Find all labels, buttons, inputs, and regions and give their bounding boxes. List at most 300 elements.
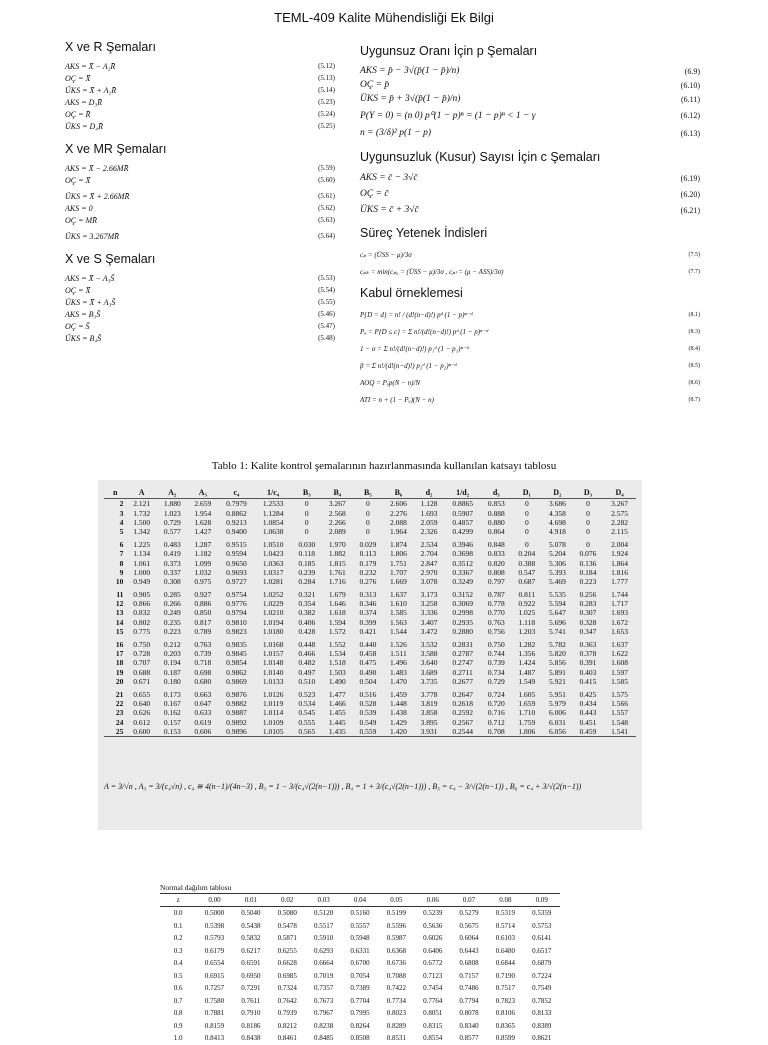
table-cell: 0.750 [487, 639, 505, 649]
table-row [160, 1020, 560, 1033]
table-cell: 0.3367 [452, 567, 473, 577]
table-cell: 0.7324 [277, 984, 297, 993]
table-cell: 0 [366, 499, 370, 509]
table-cell: 1.707 [390, 567, 407, 577]
equation-number: (8.5) [688, 362, 700, 369]
row-label: 4 [119, 517, 124, 527]
table-cell: 4.698 [548, 517, 566, 527]
row-label: 18 [115, 658, 124, 668]
row-label: 0.1 [173, 921, 183, 930]
table-cell: 1.0510 [262, 539, 284, 549]
table-cell: 3.686 [548, 499, 566, 509]
row-label: 16 [115, 639, 124, 649]
table-cell: 0.3152 [452, 589, 473, 599]
formula-row [360, 78, 700, 92]
table-cell: 2.059 [420, 517, 438, 527]
table-cell: 0.750 [133, 639, 151, 649]
equation-number: (7.7) [688, 268, 700, 275]
table-cell: 0.434 [579, 699, 597, 708]
table-cell: 0.808 [487, 567, 505, 577]
table-cell: 0.9776 [226, 599, 247, 609]
table-cell: 0.7123 [423, 971, 443, 980]
table-cell: 0.850 [194, 608, 212, 618]
table-cell: 0.374 [359, 608, 377, 618]
section-title: X ve S Şemaları [65, 252, 156, 266]
row-label: 0.8 [173, 1009, 183, 1018]
table-cell: 2.088 [390, 517, 407, 527]
table-cell: 3.472 [420, 627, 438, 637]
table-cell: 1.0194 [262, 617, 284, 627]
table-row [104, 608, 636, 617]
table-cell: 0.337 [163, 567, 181, 577]
column-header: 0.05 [378, 894, 414, 907]
table-cell: 0.8186 [241, 1021, 261, 1030]
formula-section [65, 252, 335, 344]
table-cell: 0.8238 [313, 1021, 334, 1030]
table-cell: 0.5907 [452, 508, 473, 518]
table-cell: 0.510 [298, 677, 316, 687]
table-cell: 0.212 [163, 639, 181, 649]
table-cell: 0.8438 [241, 1034, 261, 1043]
formula: OÇ = R̄ [65, 109, 91, 119]
table-row [104, 677, 636, 686]
table-cell: 0.203 [163, 649, 181, 659]
formula-row [65, 202, 335, 214]
formula-row [360, 323, 700, 340]
table-cell: 1.459 [390, 689, 407, 699]
table-cell: 3.258 [420, 599, 438, 609]
table-cell: 0.9650 [226, 558, 247, 568]
row-label: 19 [115, 667, 124, 677]
table-cell: 1.000 [133, 567, 151, 577]
table-cell: 0.8365 [495, 1021, 516, 1030]
table-cell: 0.6480 [495, 946, 516, 955]
row-label: 10 [115, 577, 124, 587]
table-cell: 0.276 [359, 577, 377, 587]
table-cell: 0.7088 [386, 971, 406, 980]
table-cell: 0.7673 [313, 996, 334, 1005]
table-cell: 0.763 [487, 617, 505, 627]
table-cell: 3.735 [420, 677, 438, 687]
table-cell: 1.511 [390, 649, 407, 659]
table-row [160, 970, 560, 983]
table-cell: 3.336 [420, 608, 438, 618]
table-cell: 3.640 [420, 658, 438, 668]
column-header: c₄ [218, 486, 255, 499]
table-cell: 1.618 [328, 608, 346, 618]
table-cell: 1.0363 [262, 558, 284, 568]
table-row [160, 945, 560, 958]
table-row [160, 920, 560, 933]
equation-number: (5.53) [318, 274, 335, 282]
formula-row [65, 174, 335, 186]
table-cell: 1.880 [163, 499, 181, 509]
table-cell: 0.8461 [277, 1034, 297, 1043]
table-cell: 2.970 [420, 567, 438, 577]
table-cell: 3.931 [414, 727, 445, 737]
table-cell: 1.282 [518, 639, 536, 649]
table-row [104, 649, 636, 658]
right-formula-column [360, 44, 700, 408]
table-cell: 1.503 [328, 667, 346, 677]
table-cell: 0.458 [359, 649, 377, 659]
equation-number: (5.47) [318, 322, 335, 330]
formula: ÜKS = X̄ + 2.66MR̄ [65, 191, 130, 201]
table-cell: 1.099 [194, 558, 212, 568]
formula-row [65, 60, 335, 72]
table-cell: 1.424 [518, 658, 536, 668]
table-cell: 1.534 [328, 649, 346, 659]
formula-row [65, 272, 335, 284]
table-cell: 0 [586, 508, 590, 518]
column-header: n [104, 486, 126, 499]
table-cell: 0.6517 [532, 946, 552, 955]
table-cell: 1.438 [390, 708, 407, 718]
formula-row [65, 84, 335, 96]
equation-number: (5.14) [318, 86, 335, 94]
formula-row [65, 296, 335, 308]
table-cell: 0.399 [359, 617, 377, 627]
table-cell: 1.0148 [262, 658, 284, 668]
equation-number: (5.54) [318, 286, 335, 294]
table-cell: 0.9515 [226, 539, 247, 549]
table-cell: 0.482 [298, 658, 316, 668]
column-header: B₃ [291, 486, 322, 499]
equation-number: (5.61) [318, 192, 335, 200]
table-cell: 0.153 [157, 727, 188, 737]
table-cell: 2.276 [390, 508, 407, 518]
column-header: 0.00 [196, 894, 232, 907]
table-cell: 1.964 [390, 527, 407, 537]
table-cell: 1.023 [163, 508, 181, 518]
equation-number: (5.13) [318, 74, 335, 82]
table-cell: 0 [366, 508, 370, 518]
table-cell: 0.949 [133, 577, 151, 587]
table-cell: 0.9213 [226, 517, 247, 527]
table-cell: 0.528 [359, 699, 377, 708]
formula-row [65, 190, 335, 202]
table-cell: 0.8289 [386, 1021, 406, 1030]
table-row [104, 727, 636, 737]
table-cell: 0.204 [518, 549, 536, 559]
table-cell: 0.8106 [495, 1009, 516, 1018]
table-cell: 0.421 [359, 627, 377, 637]
table-cell: 1.0210 [262, 608, 284, 618]
table-cell: 0.113 [359, 549, 377, 559]
table-cell: 0.8389 [532, 1021, 552, 1030]
table-cell: 0.626 [133, 708, 151, 718]
formula-row [360, 124, 700, 142]
row-label: 8 [119, 558, 124, 568]
table-cell: 0.2998 [452, 608, 473, 618]
formula: P(Y = 0) = (n 0) p⁰(1 − p)ⁿ = (1 − p)ⁿ < 1 − γ [360, 110, 536, 121]
table-cell: 0.5478 [277, 921, 297, 930]
table-cell: 0.7454 [423, 984, 443, 993]
table-cell: 0.8133 [532, 1009, 552, 1018]
table-cell: 1.716 [328, 577, 346, 587]
table-cell: 5.647 [548, 608, 566, 618]
table-cell: 0.5120 [313, 909, 334, 918]
table-cell: 0.600 [126, 727, 157, 737]
table-cell: 6.056 [542, 727, 573, 737]
table-cell: 1.0114 [262, 708, 284, 718]
table-cell: 1.572 [328, 627, 346, 637]
table-cell: 0.7157 [459, 971, 479, 980]
table-cell: 5.979 [548, 699, 566, 708]
table-cell: 5.204 [548, 549, 566, 559]
table-cell: 1.0157 [262, 649, 284, 659]
table-cell: 1.710 [518, 708, 536, 718]
table-cell: 0.817 [194, 617, 212, 627]
formula-row [360, 374, 700, 391]
table-cell: 0.7422 [386, 984, 406, 993]
table-cell: 1.637 [611, 639, 629, 649]
table-cell: 0.6368 [386, 946, 406, 955]
formula-row [65, 230, 335, 242]
table-cell: 0.687 [518, 577, 536, 587]
table-cell: 0.382 [298, 608, 316, 618]
table-row [104, 658, 636, 667]
table-cell: 0.7979 [226, 499, 247, 509]
table-cell: 0.778 [487, 599, 505, 609]
table-cell: 0.7357 [313, 984, 334, 993]
formula: AKS = D₃R̄ [65, 97, 103, 107]
row-label: 22 [115, 699, 124, 708]
table-cell: 0.3512 [452, 558, 473, 568]
normal-table-caption: Normal dağılım tablosu [160, 883, 232, 892]
equation-number: (6.11) [680, 94, 700, 104]
table-cell: 1.693 [420, 508, 438, 518]
table-cell: 0.5279 [459, 909, 479, 918]
table-cell: 0.633 [194, 708, 212, 718]
equation-number: (5.62) [318, 204, 335, 212]
left-formula-column [65, 40, 335, 344]
table-cell: 0.6443 [459, 946, 479, 955]
row-label: 0.7 [173, 996, 183, 1005]
row-label: 5 [119, 527, 124, 537]
table-cell: 1.1284 [262, 508, 284, 518]
formula: OÇ = p̄ [360, 80, 390, 90]
equation-number: (7.5) [688, 251, 700, 258]
table-cell: 0.886 [194, 599, 212, 609]
formula: AOQ = Pₐp(N − n)/N [360, 378, 421, 387]
section-title: Kabul örneklemesi [360, 286, 463, 300]
table-cell: 0.443 [579, 708, 597, 718]
table-cell: 1.118 [518, 617, 536, 627]
table-cell: 0.4857 [452, 517, 473, 527]
table-cell: 0.2747 [452, 658, 473, 668]
table-cell: 0.7389 [350, 984, 370, 993]
table-cell: 1.864 [611, 558, 629, 568]
row-label: 14 [115, 617, 124, 627]
table-cell: 0.6736 [386, 959, 406, 968]
table-cell: 1.653 [611, 627, 629, 637]
table-cell: 0.7019 [313, 971, 334, 980]
table-cell: 0.7910 [241, 1009, 261, 1018]
table-cell: 0.7291 [241, 984, 261, 993]
table-cell: 3.588 [420, 649, 438, 659]
equation-number: (5.63) [318, 216, 335, 224]
table-cell: 0.8508 [350, 1034, 370, 1043]
table-cell: 1.0140 [262, 667, 284, 677]
table-cell: 0 [524, 527, 529, 537]
formula-row [360, 202, 700, 218]
table-cell: 0.6255 [277, 946, 297, 955]
table-cell: 0.8264 [350, 1021, 370, 1030]
table-cell: 0.5040 [241, 909, 261, 918]
table-cell: 0.671 [133, 677, 151, 687]
table-cell: 1.566 [611, 699, 629, 708]
table-cell: 0.7764 [423, 996, 443, 1005]
table-cell: 0.5080 [277, 909, 297, 918]
table-cell: 0.7939 [277, 1009, 297, 1018]
formula: n = (3/δ)² p(1 − p) [360, 128, 432, 138]
table-cell: 0.157 [163, 717, 181, 727]
table-cell: 0.729 [163, 517, 181, 527]
table-row [104, 499, 636, 509]
table-cell: 0.5000 [204, 909, 225, 918]
table-cell: 0.797 [487, 577, 505, 587]
formula-row [360, 170, 700, 186]
table-cell: 0.5557 [350, 921, 370, 930]
table-cell: 1.0423 [262, 549, 284, 559]
table-cell: 0 [366, 527, 370, 537]
table-cell: 0.406 [298, 617, 316, 627]
table-cell: 0.419 [163, 549, 181, 559]
table-cell: 0.833 [487, 549, 505, 559]
table-cell: 0.2711 [452, 667, 473, 677]
table-cell: 0.612 [133, 717, 151, 727]
table-row [104, 558, 636, 567]
table-row [104, 699, 636, 708]
table-cell: 0.354 [298, 599, 316, 609]
table-cell: 0.975 [194, 577, 212, 587]
table-cell: 0.6331 [350, 946, 370, 955]
table-cell: 1.882 [328, 549, 346, 559]
table-cell: 1.541 [603, 727, 636, 737]
table-cell: 0.8315 [423, 1021, 443, 1030]
table-cell: 0.555 [298, 717, 316, 727]
table-cell: 0.180 [163, 677, 181, 687]
table-cell: 0.9854 [226, 658, 247, 668]
table-cell: 0.285 [163, 589, 181, 599]
table-cell: 0.547 [518, 567, 536, 577]
table-cell: 1.496 [390, 658, 407, 668]
table-cell: 0.497 [298, 667, 316, 677]
formula-row [360, 246, 700, 263]
table-cell: 1.466 [328, 699, 346, 708]
formula: OÇ = X̄̄ [65, 73, 91, 83]
table-cell: 0.8051 [423, 1009, 443, 1018]
factor-table [104, 486, 636, 737]
table-cell: 0.239 [298, 567, 316, 577]
table-cell: 1.0252 [262, 589, 284, 599]
table-cell: 0.8212 [277, 1021, 297, 1030]
table-cell: 3.173 [420, 589, 438, 599]
table-cell: 0.8078 [459, 1009, 479, 1018]
table-cell: 0.440 [359, 639, 377, 649]
section-title: Süreç Yetenek İndisleri [360, 226, 488, 240]
table-cell: 0.451 [579, 717, 597, 727]
formula: OÇ = MR̄ [65, 215, 98, 225]
table-cell: 0 [304, 499, 309, 509]
table-cell: 0.6554 [204, 959, 225, 968]
table-cell: 3.895 [420, 717, 438, 727]
table-cell: 1.605 [518, 689, 536, 699]
table-cell: 0.363 [579, 639, 597, 649]
table-cell: 1.518 [328, 658, 346, 668]
table-cell: 0.6915 [204, 971, 225, 980]
formula: AKS = p̄ − 3√(p̄(1 − p̄)/n) [360, 66, 460, 76]
table-cell: 1.669 [390, 577, 407, 587]
table-cell: 1.597 [611, 667, 629, 677]
table-cell: 0.7794 [459, 996, 479, 1005]
formula: ÜKS = 3.267MR̄ [65, 231, 120, 241]
table-cell: 0.2544 [444, 727, 481, 737]
table-cell: 0.256 [579, 589, 597, 599]
table-cell: 0.549 [359, 717, 377, 727]
table-cell: 2.326 [420, 527, 438, 537]
table-cell: 1.815 [328, 558, 346, 568]
table-cell: 0.888 [487, 508, 505, 518]
table-cell: 0.927 [194, 589, 212, 599]
table-cell: 1.646 [328, 599, 346, 609]
table-cell: 0.321 [298, 589, 316, 599]
table-cell: 0.763 [194, 639, 212, 649]
table-cell: 2.089 [328, 527, 346, 537]
table-cell: 5.921 [548, 677, 566, 687]
table-cell: 1.659 [518, 699, 536, 708]
formula-section [360, 150, 700, 218]
row-label: 11 [116, 589, 124, 599]
equation-number: (5.48) [318, 334, 335, 342]
section-title: X ve R Şemaları [65, 40, 157, 54]
table-cell: 0.185 [298, 558, 316, 568]
table-cell: 5.594 [548, 599, 566, 609]
table-cell: 0.2647 [452, 689, 473, 699]
table-cell: 2.847 [420, 558, 438, 568]
table-cell: 0.770 [487, 608, 505, 618]
table-cell: 0.728 [133, 649, 151, 659]
table-cell: 0.7549 [532, 984, 552, 993]
table-cell: 3.858 [420, 708, 438, 718]
table-cell: 0.118 [298, 549, 316, 559]
table-cell: 0.864 [487, 527, 505, 537]
table-cell: 0.6808 [459, 959, 479, 968]
table-cell: 5.696 [548, 617, 566, 627]
table-cell: 0.030 [298, 539, 316, 549]
row-label: 13 [115, 608, 124, 618]
formula: ÜKS = X̄̄ + A₃S̄ [65, 297, 116, 307]
table-cell: 3.689 [420, 667, 438, 677]
table-cell: 2.266 [328, 517, 346, 527]
table-cell: 0.232 [359, 567, 377, 577]
equation-number: (6.12) [680, 110, 700, 120]
table-cell: 0.179 [359, 558, 377, 568]
table-cell: 6.006 [548, 708, 566, 718]
table-cell: 0.724 [487, 689, 505, 699]
table-cell: 0 [586, 499, 590, 509]
table-cell: 0.266 [163, 599, 181, 609]
column-header: A₂ [157, 486, 188, 499]
column-header: 1/d₂ [444, 486, 481, 499]
formula-section [65, 142, 335, 242]
table-cell: 0.6141 [532, 934, 552, 943]
table-cell: 0.718 [194, 658, 212, 668]
table-cell: 0.3249 [452, 577, 473, 587]
table-cell: 0.8531 [386, 1034, 406, 1043]
row-label: 23 [115, 708, 124, 718]
